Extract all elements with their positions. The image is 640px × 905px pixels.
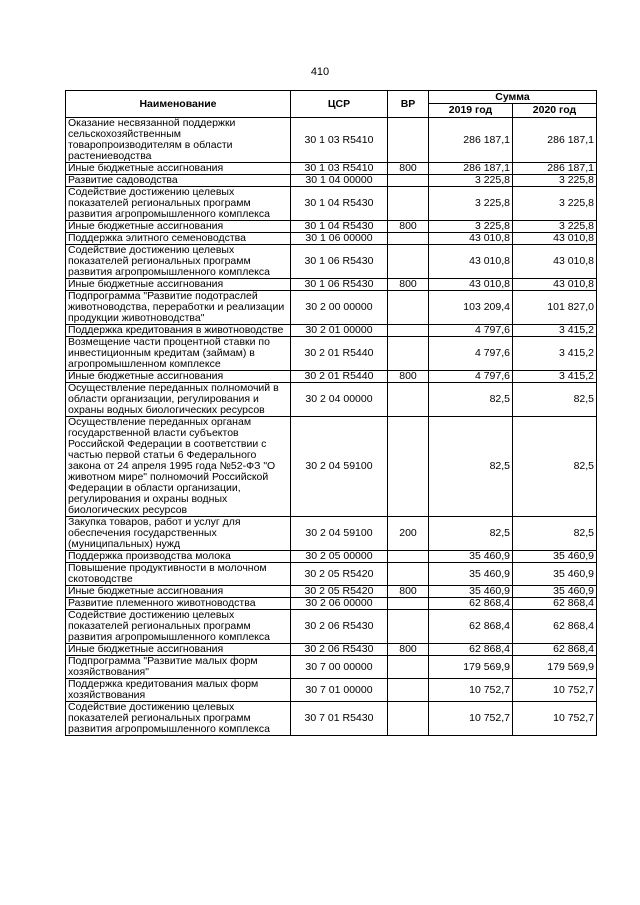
row-amount-2019: 82,5 xyxy=(429,517,513,551)
row-amount-2019: 4 797,6 xyxy=(429,325,513,337)
table-row xyxy=(66,175,597,187)
row-csr: 30 2 06 R5430 xyxy=(291,610,388,644)
row-amount-2019: 10 752,7 xyxy=(429,702,513,736)
row-vr: 800 xyxy=(388,586,429,598)
table-row xyxy=(66,279,597,291)
row-vr xyxy=(388,337,429,371)
row-amount-2020: 3 225,8 xyxy=(513,221,597,233)
row-name: Поддержка элитного семеноводства xyxy=(66,233,291,245)
header-vr: ВР xyxy=(388,91,429,118)
table-row xyxy=(66,702,597,736)
row-amount-2019: 43 010,8 xyxy=(429,279,513,291)
row-amount-2020: 43 010,8 xyxy=(513,233,597,245)
row-vr: 800 xyxy=(388,279,429,291)
row-amount-2020: 43 010,8 xyxy=(513,279,597,291)
row-amount-2020: 10 752,7 xyxy=(513,702,597,736)
row-amount-2020: 35 460,9 xyxy=(513,563,597,586)
table-row xyxy=(66,656,597,679)
row-vr xyxy=(388,702,429,736)
row-vr: 800 xyxy=(388,371,429,383)
row-name: Закупка товаров, работ и услуг для обеспечения государственных (муниципальных) нужд xyxy=(66,517,291,551)
row-amount-2019: 3 225,8 xyxy=(429,221,513,233)
row-amount-2019: 82,5 xyxy=(429,417,513,517)
row-amount-2020: 179 569,9 xyxy=(513,656,597,679)
row-amount-2019: 43 010,8 xyxy=(429,233,513,245)
row-amount-2020: 82,5 xyxy=(513,383,597,417)
row-csr: 30 1 03 R5410 xyxy=(291,163,388,175)
page-number: 410 xyxy=(310,66,330,78)
row-csr: 30 1 06 00000 xyxy=(291,233,388,245)
row-vr xyxy=(388,175,429,187)
row-csr: 30 1 06 R5430 xyxy=(291,245,388,279)
row-amount-2020: 35 460,9 xyxy=(513,586,597,598)
row-csr: 30 2 04 59100 xyxy=(291,417,388,517)
row-name: Иные бюджетные ассигнования xyxy=(66,644,291,656)
row-amount-2019: 35 460,9 xyxy=(429,551,513,563)
row-name: Содействие достижению целевых показателей региональных программ развития агропромышленного комплекса xyxy=(66,702,291,736)
table-row xyxy=(66,417,597,517)
budget-table xyxy=(65,90,597,736)
header-csr: ЦСР xyxy=(291,91,388,118)
row-name: Содействие достижению целевых показателей региональных программ развития агропромышленного комплекса xyxy=(66,610,291,644)
row-amount-2019: 3 225,8 xyxy=(429,187,513,221)
row-amount-2019: 82,5 xyxy=(429,383,513,417)
table-row xyxy=(66,221,597,233)
row-csr: 30 2 05 00000 xyxy=(291,551,388,563)
row-csr: 30 1 03 R5410 xyxy=(291,118,388,163)
row-csr: 30 2 06 R5430 xyxy=(291,644,388,656)
row-name: Осуществление переданных органам государственной власти субъектов Российской Федерации в соответствии с частью первой статьи 6 Федерального закона от 24 апреля 1995 года №52-ФЗ "О животном мире" полномочий Российской Федерации в области организации, регулирования и охраны водных биологических ресурсов xyxy=(66,417,291,517)
row-csr: 30 7 01 R5430 xyxy=(291,702,388,736)
table-row xyxy=(66,551,597,563)
row-name: Повышение продуктивности в молочном скотоводстве xyxy=(66,563,291,586)
table-row xyxy=(66,371,597,383)
row-csr: 30 2 01 R5440 xyxy=(291,337,388,371)
table-row xyxy=(66,325,597,337)
row-vr xyxy=(388,233,429,245)
row-name: Иные бюджетные ассигнования xyxy=(66,586,291,598)
row-amount-2019: 4 797,6 xyxy=(429,371,513,383)
table-row xyxy=(66,337,597,371)
row-csr: 30 1 04 R5430 xyxy=(291,187,388,221)
row-csr: 30 1 04 R5430 xyxy=(291,221,388,233)
table-row xyxy=(66,586,597,598)
row-amount-2019: 62 868,4 xyxy=(429,610,513,644)
row-vr xyxy=(388,610,429,644)
row-name: Оказание несвязанной поддержки сельскохозяйственным товаропроизводителям в области растениеводства xyxy=(66,118,291,163)
table-row xyxy=(66,233,597,245)
table-row xyxy=(66,187,597,221)
table-row xyxy=(66,163,597,175)
row-amount-2020: 3 415,2 xyxy=(513,337,597,371)
row-amount-2020: 62 868,4 xyxy=(513,598,597,610)
row-name: Поддержка кредитования в животноводстве xyxy=(66,325,291,337)
row-amount-2020: 286 187,1 xyxy=(513,118,597,163)
table-row xyxy=(66,517,597,551)
row-csr: 30 1 04 00000 xyxy=(291,175,388,187)
row-name: Иные бюджетные ассигнования xyxy=(66,221,291,233)
row-csr: 30 1 06 R5430 xyxy=(291,279,388,291)
row-name: Содействие достижению целевых показателей региональных программ развития агропромышленного комплекса xyxy=(66,187,291,221)
row-amount-2020: 62 868,4 xyxy=(513,610,597,644)
row-name: Иные бюджетные ассигнования xyxy=(66,163,291,175)
row-name: Подпрограмма "Развитие подотраслей животноводства, переработки и реализации продукции животноводства" xyxy=(66,291,291,325)
row-vr: 800 xyxy=(388,221,429,233)
row-vr xyxy=(388,679,429,702)
row-amount-2019: 286 187,1 xyxy=(429,163,513,175)
row-name: Подпрограмма "Развитие малых форм хозяйствования" xyxy=(66,656,291,679)
row-amount-2019: 35 460,9 xyxy=(429,563,513,586)
row-amount-2020: 3 225,8 xyxy=(513,187,597,221)
row-amount-2019: 103 209,4 xyxy=(429,291,513,325)
row-name: Содействие достижению целевых показателей региональных программ развития агропромышленного комплекса xyxy=(66,245,291,279)
row-name: Поддержка производства молока xyxy=(66,551,291,563)
row-csr: 30 2 05 R5420 xyxy=(291,586,388,598)
row-amount-2020: 82,5 xyxy=(513,517,597,551)
row-amount-2020: 43 010,8 xyxy=(513,245,597,279)
row-amount-2019: 62 868,4 xyxy=(429,598,513,610)
row-amount-2020: 101 827,0 xyxy=(513,291,597,325)
row-csr: 30 2 00 00000 xyxy=(291,291,388,325)
row-vr xyxy=(388,245,429,279)
row-vr xyxy=(388,551,429,563)
row-csr: 30 2 04 00000 xyxy=(291,383,388,417)
table-body xyxy=(66,118,597,736)
row-csr: 30 2 01 R5440 xyxy=(291,371,388,383)
table-row xyxy=(66,291,597,325)
row-amount-2019: 4 797,6 xyxy=(429,337,513,371)
table-row xyxy=(66,598,597,610)
row-vr xyxy=(388,417,429,517)
row-vr: 800 xyxy=(388,163,429,175)
row-csr: 30 2 04 59100 xyxy=(291,517,388,551)
header-year-2019: 2019 год xyxy=(429,104,513,118)
row-amount-2019: 62 868,4 xyxy=(429,644,513,656)
row-amount-2020: 3 415,2 xyxy=(513,371,597,383)
row-name: Осуществление переданных полномочий в области организации, регулирования и охраны водных биологических ресурсов xyxy=(66,383,291,417)
header-name: Наименование xyxy=(66,91,291,118)
row-vr xyxy=(388,291,429,325)
row-vr: 200 xyxy=(388,517,429,551)
row-amount-2020: 35 460,9 xyxy=(513,551,597,563)
row-vr: 800 xyxy=(388,644,429,656)
header-year-2020: 2020 год xyxy=(513,104,597,118)
row-amount-2020: 3 225,8 xyxy=(513,175,597,187)
row-csr: 30 2 05 R5420 xyxy=(291,563,388,586)
row-name: Иные бюджетные ассигнования xyxy=(66,371,291,383)
row-vr xyxy=(388,656,429,679)
row-amount-2020: 10 752,7 xyxy=(513,679,597,702)
row-name: Поддержка кредитования малых форм хозяйствования xyxy=(66,679,291,702)
row-vr xyxy=(388,325,429,337)
row-amount-2020: 82,5 xyxy=(513,417,597,517)
table-row xyxy=(66,383,597,417)
row-amount-2019: 179 569,9 xyxy=(429,656,513,679)
header-sum: Сумма xyxy=(429,91,597,104)
row-name: Иные бюджетные ассигнования xyxy=(66,279,291,291)
row-amount-2019: 35 460,9 xyxy=(429,586,513,598)
row-amount-2019: 10 752,7 xyxy=(429,679,513,702)
row-amount-2020: 286 187,1 xyxy=(513,163,597,175)
row-csr: 30 7 01 00000 xyxy=(291,679,388,702)
row-name: Возмещение части процентной ставки по инвестиционным кредитам (займам) в агропромышленном комплексе xyxy=(66,337,291,371)
table-row xyxy=(66,563,597,586)
row-vr xyxy=(388,563,429,586)
table-row xyxy=(66,644,597,656)
row-name: Развитие племенного животноводства xyxy=(66,598,291,610)
table-row xyxy=(66,679,597,702)
row-amount-2020: 62 868,4 xyxy=(513,644,597,656)
row-amount-2019: 43 010,8 xyxy=(429,245,513,279)
table-row xyxy=(66,245,597,279)
row-csr: 30 7 00 00000 xyxy=(291,656,388,679)
row-amount-2019: 3 225,8 xyxy=(429,175,513,187)
table-row xyxy=(66,118,597,163)
row-vr xyxy=(388,598,429,610)
row-name: Развитие садоводства xyxy=(66,175,291,187)
row-amount-2019: 286 187,1 xyxy=(429,118,513,163)
table-row xyxy=(66,610,597,644)
row-vr xyxy=(388,118,429,163)
row-vr xyxy=(388,187,429,221)
row-vr xyxy=(388,383,429,417)
row-amount-2020: 3 415,2 xyxy=(513,325,597,337)
row-csr: 30 2 06 00000 xyxy=(291,598,388,610)
row-csr: 30 2 01 00000 xyxy=(291,325,388,337)
